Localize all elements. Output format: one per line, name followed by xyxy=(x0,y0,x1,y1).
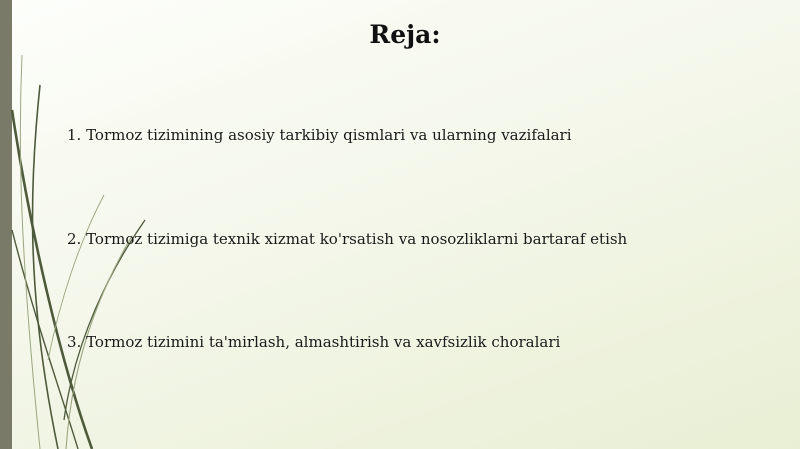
plan-item-1: 1. Tormoz tizimining asosiy tarkibiy qismlari va ularning vazifalari xyxy=(67,126,572,144)
slide-title: Reja: xyxy=(369,20,441,49)
stem-line xyxy=(12,110,92,449)
plant-stem-decoration xyxy=(0,0,160,449)
plan-item-2: 2. Tormoz tizimiga texnik xizmat ko'rsatish va nosozliklarni bartaraf etish xyxy=(67,230,628,248)
plan-item-3: 3. Tormoz tizimini ta'mirlash, almashtirish va xavfsizlik choralari xyxy=(67,333,561,351)
stem-line xyxy=(32,85,58,449)
stem-line xyxy=(64,220,145,420)
